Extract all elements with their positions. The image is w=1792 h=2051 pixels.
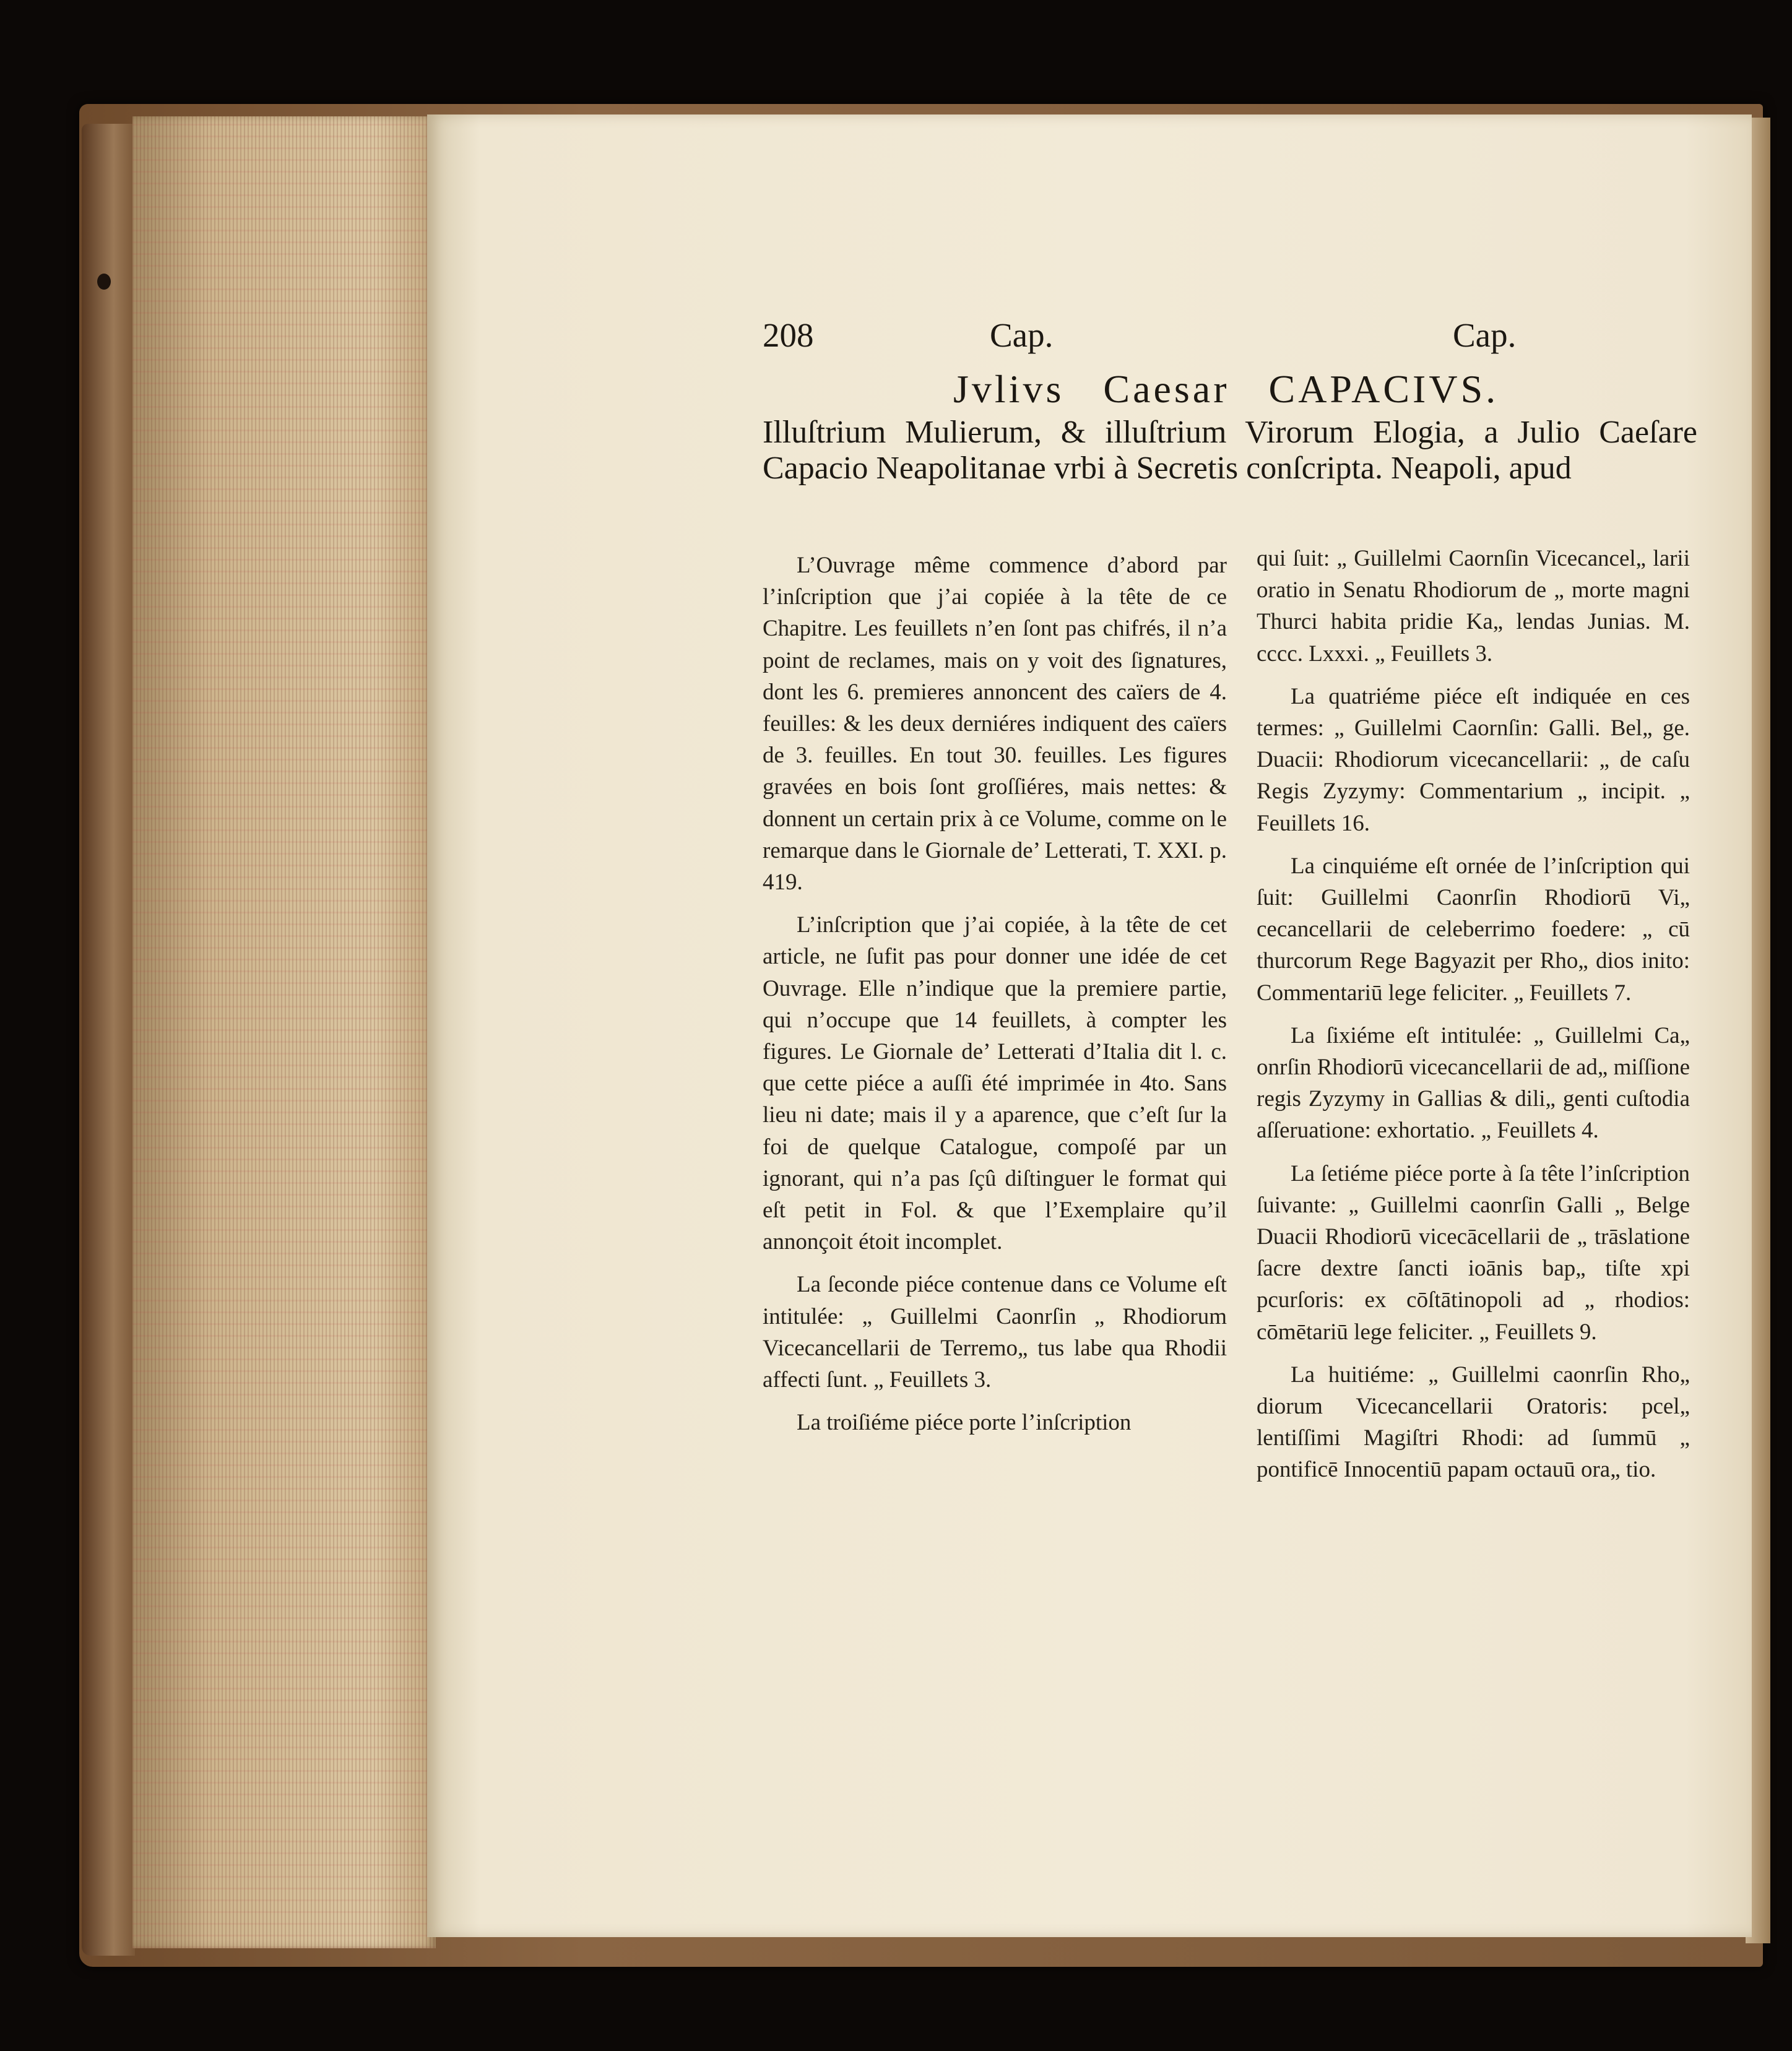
paragraph: L’inſcription que j’ai copiée, à la tête de cet article, ne ſufit pas pour donner une idée de cet Ouvrage. Elle n’indique que la premiere partie, qui n’occupe que 14 feuillets, à compter les figures. Le Giornale de’ Letterati d’Italia dit l. c. que cette piéce a auſſi été imprimée in 4to. Sans lieu ni date; mais il y a aparence, que c’eſt ſur la foi de quelque Catalogue, compoſé par un ignorant, qui n’a pas ſçû diſtinguer le format qui eſt petit in Fol. & que l’Exemplaire qu’il annonçoit étoit incomplet.: [763, 912, 1227, 1255]
paragraph: qui ſuit: „ Guillelmi Caornſin Vicecancel„ larii oratio in Senatu Rhodiorum de „ morte magni Thurci habita pridie Ka„ lendas Junias. M. cccc. Lxxxi. „ Feuillets 3.: [1257, 546, 1690, 667]
paragraph: La ſetiéme piéce porte à ſa tête l’inſcription ſuivante: „ Guillelmi caonrſin Galli „ Belge Duacii Rhodiorū vicecācellarii de „ trāslatione ſacre dextre ſancti ioānis bap„ tiſte xpi pcurſoris: ex cōſtātinopoli ad „ rhodios: cōmētariū lege feliciter. „ Feuillets 9.: [1257, 1160, 1690, 1345]
running-header: [763, 316, 1666, 365]
paragraph: La cinquiéme eſt ornée de l’inſcription qui ſuit: Guillelmi Caonrſin Rhodiorū Vi„ cecancellarii de celeberrimo foedere: „ cū thurcorum Rege Bagyazit per Rho„ dios inito: Commentariū lege feliciter. „ Feuillets 7.: [1257, 853, 1690, 1006]
book-title: Illuſtrium Mulierum, & illuſtrium Virorum Elogia, a Julio Caeſare Capacio Neapolitanae vrbi à Secretis conſcripta. Neapoli, apud: [763, 415, 1697, 486]
paragraph: L’Ouvrage même commence d’abord par l’inſcription que j’ai copiée à la tête de ce Chapitre. Les feuillets n’en ſont pas chifrés, il n’a point de reclames, mais on y voit des ſignatures, dont les 6. premieres annoncent des caïers de 4. feuilles: & les deux derniéres indiquent des caïers de 3. feuilles. En tout 30. feuilles. Les figures gravées en bois ſont groſſiéres, mais nettes: & donnent un certain prix à ce Volume, comme on le remarque dans le Giornale de’ Letterati, T. XXI. p. 419.: [763, 553, 1227, 896]
paragraph: La huitiéme: „ Guillelmi caonrſin Rho„ diorum Vicecancellarii Oratoris: pcel„ lentiſſimi Magiſtri Rhodi: ad ſummū „ pontificē Innocentiū papam octauū ora„ tio.: [1257, 1362, 1690, 1483]
paragraph: La ſeconde piéce contenue dans ce Volume eſt intitulée: „ Guillelmi Caonrſin „ Rhodiorum Vicecancellarii de Terremo„ tus labe qua Rhodii affecti ſunt. „ Feuillets 3.: [763, 1272, 1227, 1393]
paragraph: La troiſiéme piéce porte l’inſcription: [797, 1410, 1132, 1436]
author-heading: [953, 366, 1499, 412]
author-first-name: Jvlivs: [953, 367, 1065, 411]
author-surname: CAPACIVS.: [1268, 367, 1499, 411]
header-right-heading: Cap.: [1453, 316, 1517, 354]
page-edges: [132, 116, 436, 1948]
paragraph: La ſixiéme eſt intitulée: „ Guillelmi Ca„ onrſin Rhodiorū vicecancellarii de ad„ miſſione regis Zyzymy in Gallias & dili„ genti cuſtodia aſſeruatione: exhortatio. „ Feuillets 4.: [1257, 1022, 1690, 1144]
paragraph: La quatriéme piéce eſt indiquée en ces termes: „ Guillelmi Caornſin: Galli. Bel„ ge. Duacii: Rhodiorum vicecancellarii: „ de caſu Regis Zyzymy: Commentarium „ incipit. „ Feuillets 16.: [1257, 683, 1690, 836]
cover-spine-edge: [82, 124, 135, 1956]
author-second-name: Caesar: [1103, 367, 1230, 411]
right-column: [1257, 543, 1690, 1497]
left-column: [763, 550, 1227, 1449]
header-left-heading: Cap.: [990, 316, 1054, 354]
page-number: 208: [763, 316, 814, 354]
cover-hole: [97, 274, 111, 290]
